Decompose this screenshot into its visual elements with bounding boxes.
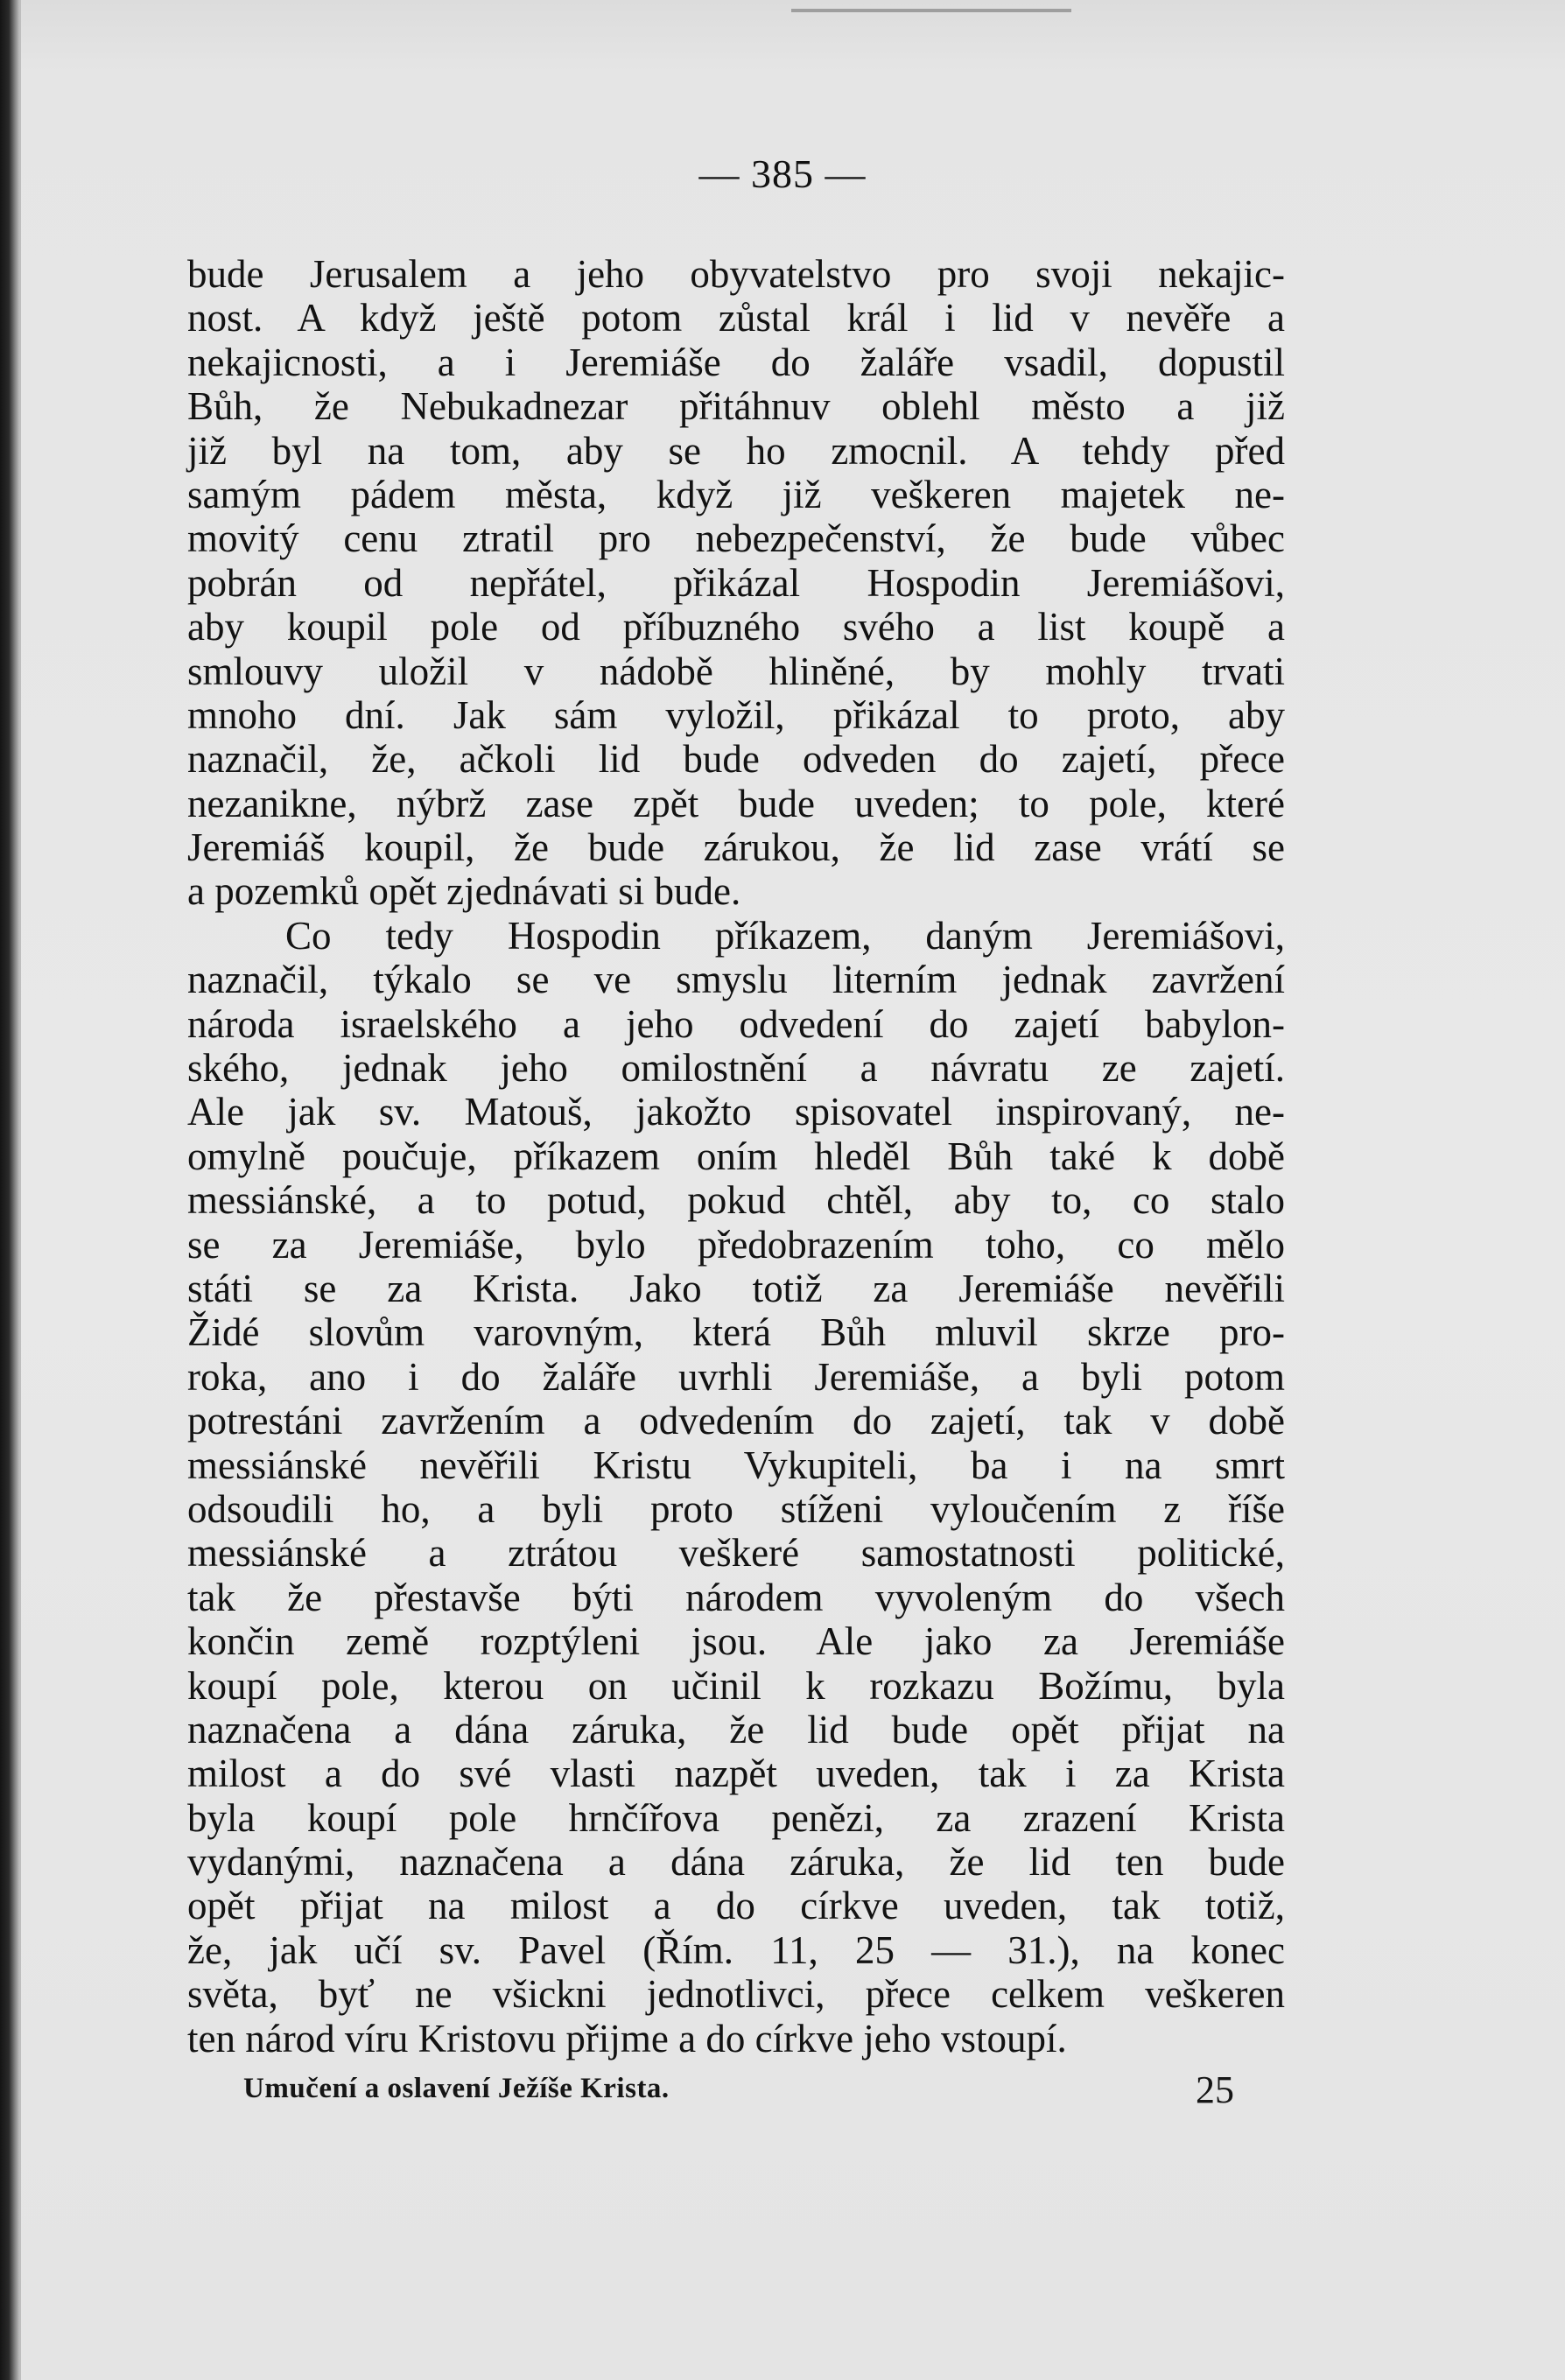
text-line: pobrán od nepřátel, přikázal Hospodin Jeremiášovi, (187, 560, 1285, 605)
text-line: bude Jerusalem a jeho obyvatelstvo pro svoji nekajic- (187, 252, 1285, 296)
text-line: Židé slovům varovným, která Bůh mluvil skrze pro- (187, 1310, 1285, 1355)
text-line: milost a do své vlasti nazpět uveden, tak i za Krista (187, 1752, 1285, 1796)
text-line: končin země rozptýleni jsou. Ale jako za Jeremiáše (187, 1619, 1285, 1664)
text-line: nezanikne, nýbrž zase zpět bude uveden; to pole, které (187, 781, 1285, 825)
text-line: ten národ víru Kristovu přijme a do církve jeho vstoupí. (187, 2016, 1067, 2061)
text-line: národa israelského a jeho odvedení do zajetí babylon- (187, 1001, 1285, 1046)
text-line: Bůh, že Nebukadnezar přitáhnuv oblehl město a již (187, 384, 1285, 429)
text-line: Ale jak sv. Matouš, jakožto spisovatel inspirovaný, ne- (187, 1090, 1285, 1134)
text-line: že, jak učí sv. Pavel (Řím. 11, 25 — 31.), na konec (187, 1927, 1285, 1972)
text-line: opět přijat na milost a do církve uveden, tak totiž, (187, 1884, 1285, 1928)
text-line: Co tedy Hospodin příkazem, daným Jeremiášovi, (285, 913, 1285, 958)
text-line: se za Jeremiáše, bylo předobrazením toho, co mělo (187, 1222, 1285, 1267)
text-line: Jeremiáš koupil, že bude zárukou, že lid zase vrátí se (187, 825, 1285, 870)
text-line: messiánské nevěřili Kristu Vykupiteli, ba i na smrt (187, 1443, 1285, 1487)
text-line: mnoho dní. Jak sám vyložil, přikázal to proto, aby (187, 692, 1285, 737)
text-line: samým pádem města, když již veškeren majetek ne- (187, 472, 1285, 516)
text-line: tak že přestavše býti národem vyvoleným do všech (187, 1575, 1285, 1619)
text-line: naznačil, že, ačkoli lid bude odveden do zajetí, přece (187, 737, 1285, 782)
top-edge-mark (791, 9, 1071, 12)
text-line: odsoudili ho, a byli proto stíženi vyloučením z říše (187, 1486, 1285, 1531)
text-line: koupí pole, kterou on učinil k rozkazu Božímu, byla (187, 1663, 1285, 1708)
text-line: naznačena a dána záruka, že lid bude opět přijat na (187, 1707, 1285, 1752)
text-line: naznačil, týkalo se ve smyslu literním jednak zavržení (187, 958, 1285, 1002)
text-line: a pozemků opět zjednávati si bude. (187, 869, 741, 914)
body-text (187, 252, 1285, 2061)
page-number: — 385 — (698, 151, 867, 196)
signature-mark: 25 (1196, 2068, 1234, 2111)
paragraph (187, 914, 1285, 2061)
text-line: nost. A když ještě potom zůstal král i lid v nevěře a (187, 296, 1285, 341)
text-line: byla koupí pole hrnčířova penězi, za zrazení Krista (187, 1795, 1285, 1840)
text-line: potrestáni zavržením a odvedením do zajetí, tak v době (187, 1399, 1285, 1443)
text-line: nekajicnosti, a i Jeremiáše do žaláře vsadil, dopustil (187, 340, 1285, 384)
text-line: omylně poučuje, příkazem oním hleděl Bůh také k době (187, 1134, 1285, 1178)
text-line: smlouvy uložil v nádobě hliněné, by mohly trvati (187, 649, 1285, 693)
text-line: messiánské a ztrátou veškeré samostatnosti politické, (187, 1531, 1285, 1576)
text-line: světa, byť ne všickni jednotlivci, přece celkem veškeren (187, 1972, 1285, 2017)
text-line: již byl na tom, aby se ho zmocnil. A tehdy před (187, 428, 1285, 473)
footer-book-title: Umučení a oslavení Ježíše Krista. (243, 2073, 670, 2104)
text-line: ského, jednak jeho omilostnění a návratu ze zajetí. (187, 1046, 1285, 1091)
text-line: roka, ano i do žaláře uvrhli Jeremiáše, a byli potom (187, 1354, 1285, 1399)
text-line: aby koupil pole od příbuzného svého a list koupě a (187, 605, 1285, 649)
text-line: messiánské, a to potud, pokud chtěl, aby to, co stalo (187, 1178, 1285, 1223)
text-line: státi se za Krista. Jako totiž za Jeremiáše nevěřili (187, 1266, 1285, 1310)
text-line: movitý cenu ztratil pro nebezpečenství, že bude vůbec (187, 516, 1285, 561)
paragraph (187, 252, 1285, 914)
text-line: vydanými, naznačena a dána záruka, že lid ten bude (187, 1840, 1285, 1885)
